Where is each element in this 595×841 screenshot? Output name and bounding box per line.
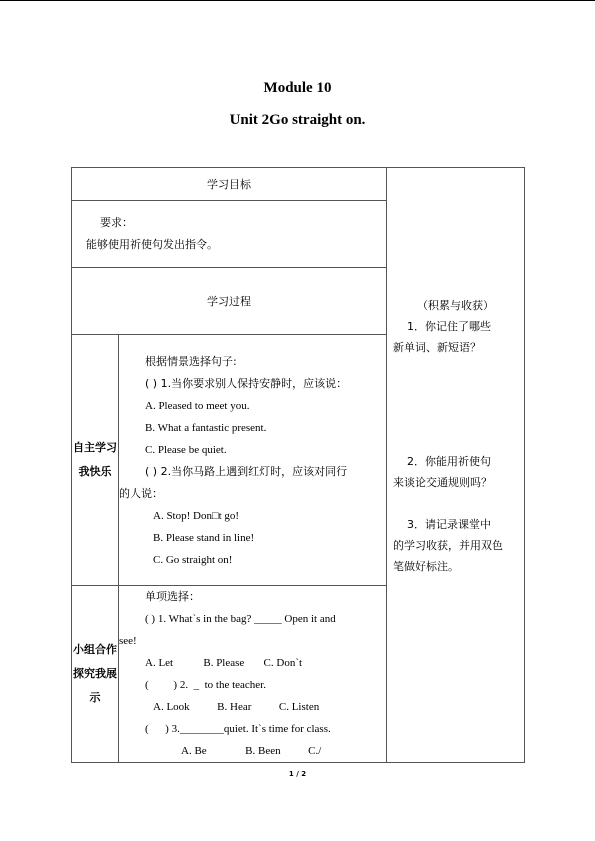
page-number: 1 / 2 — [288, 770, 307, 778]
module-title: Module 10 — [263, 80, 332, 96]
process-heading: 学习过程 — [72, 268, 387, 335]
self-study-q2-option-b: B. Please stand in line! — [153, 532, 255, 544]
requirement-text: 能够使用祈使句发出指令。 — [86, 238, 218, 251]
group-q2: ( ) 2. _ to the teacher. — [145, 679, 266, 691]
notes-prompt-3a: 3．请记录课堂中 — [407, 518, 491, 531]
group-q2-options: A. Look B. Hear C. Listen — [153, 701, 320, 713]
notes-prompt-2a: 2．你能用祈使句 — [407, 455, 491, 468]
notes-prompt-1a: 1．你记住了哪些 — [407, 320, 491, 333]
group-q1-line2: see! — [119, 635, 137, 647]
self-study-q2-line1: ( ) 2.当你马路上遇到红灯时，应该对同行 — [145, 465, 348, 478]
notes-prompt-3c: 笔做好标注。 — [393, 560, 459, 573]
notes-column — [387, 168, 525, 763]
notes-prompt-2b: 来谈论交通规则吗？ — [393, 476, 492, 489]
self-study-q2-line2: 的人说： — [119, 487, 163, 500]
self-study-q2-option-c: C. Go straight on! — [153, 554, 233, 566]
self-study-q1-option-c: C. Please be quiet. — [145, 444, 227, 456]
top-border-line — [0, 0, 595, 1]
self-study-q2-option-a: A. Stop! Don□t go! — [153, 510, 240, 522]
notes-prompt-3b: 的学习收获，并用双色 — [393, 539, 503, 552]
group-work-content — [119, 586, 387, 763]
group-intro: 单项选择： — [145, 590, 200, 603]
notes-title: （积累与收获） — [417, 299, 494, 312]
self-study-label: 自主学习我快乐 — [72, 335, 119, 586]
self-study-content — [119, 335, 387, 586]
self-study-intro: 根据情景选择句子: — [145, 355, 237, 368]
group-work-label: 小组合作探究我展示 — [72, 586, 119, 763]
goal-heading: 学习目标 — [72, 168, 387, 201]
group-q1-options: A. Let B. Please C. Don`t — [145, 657, 303, 669]
group-q3-options: A. Be B. Been C./ — [181, 745, 322, 757]
requirement-label: 要求： — [100, 216, 133, 229]
group-q3: ( ) 3.________quiet. It`s time for class. — [145, 723, 331, 735]
notes-prompt-1b: 新单词、新短语？ — [393, 341, 481, 354]
unit-title: Unit 2Go straight on. — [229, 112, 366, 128]
learning-plan-table — [71, 167, 525, 763]
self-study-q1-option-b: B. What a fantastic present. — [145, 422, 267, 434]
goal-requirements — [72, 201, 387, 268]
self-study-q1: ( ) 1.当你要求别人保持安静时，应该说： — [145, 377, 348, 390]
self-study-q1-option-a: A. Pleased to meet you. — [145, 400, 250, 412]
group-q1-line1: ( ) 1. What`s in the bag? _____ Open it and — [145, 613, 336, 625]
